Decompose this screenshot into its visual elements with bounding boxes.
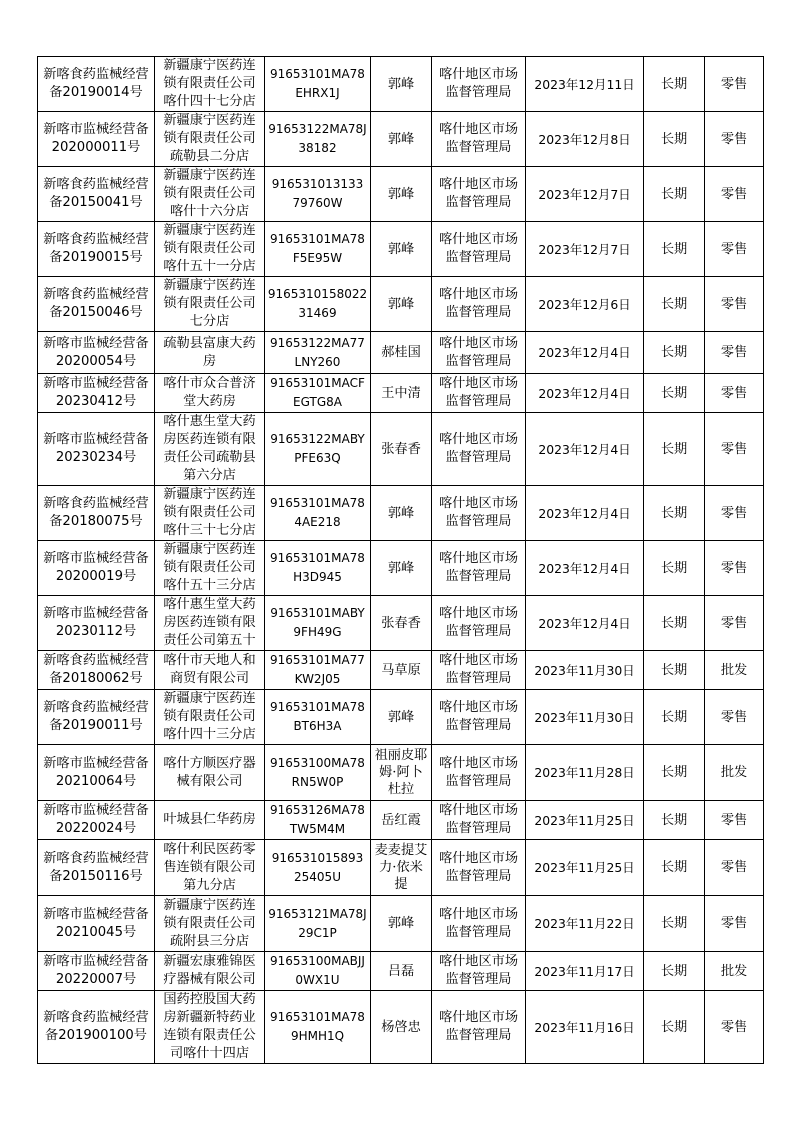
credit-code-cell: 91653101MA789HMH1Q — [265, 991, 371, 1064]
table-row — [38, 112, 764, 167]
responsible-person-cell: 张春香 — [371, 596, 432, 651]
credit-code-cell: 916531013133 79760W — [265, 167, 371, 222]
table-row — [38, 167, 764, 222]
filing-authority-cell: 喀什地区市场监督管理局 — [432, 57, 526, 112]
table-row — [38, 991, 764, 1064]
business-mode-cell: 零售 — [705, 840, 764, 896]
filing-authority-cell: 喀什地区市场监督管理局 — [432, 332, 526, 374]
filing-number-cell: 新喀食药监械经营备20190014号 — [38, 57, 155, 112]
filing-number-cell: 新喀市监械经营备20220024号 — [38, 801, 155, 840]
filing-authority-cell: 喀什地区市场监督管理局 — [432, 952, 526, 991]
validity-cell: 长期 — [644, 541, 705, 596]
filing-date-cell: 2023年11月30日 — [526, 690, 644, 745]
company-name-cell: 新疆康宁医药连锁有限责任公司疏附县三分店 — [155, 896, 265, 952]
business-mode-cell: 零售 — [705, 167, 764, 222]
filing-authority-cell: 喀什地区市场监督管理局 — [432, 413, 526, 486]
filing-authority-cell: 喀什地区市场监督管理局 — [432, 596, 526, 651]
company-name-cell: 新疆康宁医药连锁有限责任公司七分店 — [155, 277, 265, 332]
validity-cell: 长期 — [644, 991, 705, 1064]
credit-code-cell: 91653101MA78F5E95W — [265, 222, 371, 277]
responsible-person-cell: 岳红霞 — [371, 801, 432, 840]
filing-authority-cell: 喀什地区市场监督管理局 — [432, 991, 526, 1064]
business-mode-cell: 零售 — [705, 413, 764, 486]
company-name-cell: 疏勒县富康大药房 — [155, 332, 265, 374]
filing-number-cell: 新喀市监械经营备20230234号 — [38, 413, 155, 486]
filing-number-cell: 新喀食药监械经营备20150041号 — [38, 167, 155, 222]
table-row — [38, 840, 764, 896]
filing-number-cell: 新喀市监械经营备20230112号 — [38, 596, 155, 651]
responsible-person-cell: 郭峰 — [371, 57, 432, 112]
validity-cell: 长期 — [644, 167, 705, 222]
filing-date-cell: 2023年12月7日 — [526, 222, 644, 277]
responsible-person-cell: 王中清 — [371, 374, 432, 413]
validity-cell: 长期 — [644, 651, 705, 690]
filing-date-cell: 2023年12月4日 — [526, 596, 644, 651]
filing-number-cell: 新喀食药监械经营备20190011号 — [38, 690, 155, 745]
business-mode-cell: 零售 — [705, 991, 764, 1064]
company-name-cell: 喀什方顺医疗器械有限公司 — [155, 745, 265, 801]
filing-date-cell: 2023年12月11日 — [526, 57, 644, 112]
responsible-person-cell: 郭峰 — [371, 277, 432, 332]
table-row — [38, 896, 764, 952]
business-mode-cell: 零售 — [705, 277, 764, 332]
business-mode-cell: 零售 — [705, 374, 764, 413]
credit-code-cell: 91653122MA78J38182 — [265, 112, 371, 167]
validity-cell: 长期 — [644, 840, 705, 896]
business-mode-cell: 零售 — [705, 112, 764, 167]
responsible-person-cell: 郭峰 — [371, 690, 432, 745]
company-name-cell: 喀什市天地人和商贸有限公司 — [155, 651, 265, 690]
validity-cell: 长期 — [644, 596, 705, 651]
business-mode-cell: 零售 — [705, 222, 764, 277]
filing-number-cell: 新喀市监械经营备20200019号 — [38, 541, 155, 596]
filing-number-cell: 新喀市监械经营备20220007号 — [38, 952, 155, 991]
company-name-cell: 新疆康宁医药连锁有限责任公司喀什五十三分店 — [155, 541, 265, 596]
filing-authority-cell: 喀什地区市场监督管理局 — [432, 167, 526, 222]
table-row — [38, 541, 764, 596]
filing-record-table — [37, 56, 764, 1064]
table-row — [38, 374, 764, 413]
company-name-cell: 新疆康宁医药连锁有限责任公司喀什四十七分店 — [155, 57, 265, 112]
company-name-cell: 新疆宏康雅锦医疗器械有限公司 — [155, 952, 265, 991]
company-name-cell: 喀什市众合普济堂大药房 — [155, 374, 265, 413]
filing-number-cell: 新喀市监械经营备20230412号 — [38, 374, 155, 413]
filing-date-cell: 2023年11月22日 — [526, 896, 644, 952]
company-name-cell: 喀什利民医药零售连锁有限公司第九分店 — [155, 840, 265, 896]
filing-number-cell: 新喀食药监械经营备20180075号 — [38, 486, 155, 541]
business-mode-cell: 零售 — [705, 541, 764, 596]
filing-authority-cell: 喀什地区市场监督管理局 — [432, 222, 526, 277]
business-mode-cell: 零售 — [705, 690, 764, 745]
credit-code-cell: 91653100MA78RN5W0P — [265, 745, 371, 801]
credit-code-cell: 91653122MA77LNY260 — [265, 332, 371, 374]
filing-number-cell: 新喀市监械经营备20200054号 — [38, 332, 155, 374]
filing-date-cell: 2023年12月4日 — [526, 374, 644, 413]
validity-cell: 长期 — [644, 112, 705, 167]
responsible-person-cell: 郭峰 — [371, 167, 432, 222]
filing-number-cell: 新喀市监械经营备202000011号 — [38, 112, 155, 167]
filing-number-cell: 新喀食药监械经营备20180062号 — [38, 651, 155, 690]
table-row — [38, 596, 764, 651]
filing-number-cell: 新喀食药监械经营备20190015号 — [38, 222, 155, 277]
validity-cell: 长期 — [644, 745, 705, 801]
validity-cell: 长期 — [644, 277, 705, 332]
company-name-cell: 国药控股国大药房新疆新特药业连锁有限责任公司喀什十四店 — [155, 991, 265, 1064]
validity-cell: 长期 — [644, 896, 705, 952]
responsible-person-cell: 祖丽皮耶姆·阿卜杜拉 — [371, 745, 432, 801]
filing-date-cell: 2023年12月4日 — [526, 486, 644, 541]
credit-code-cell: 916531015802231469 — [265, 277, 371, 332]
filing-authority-cell: 喀什地区市场监督管理局 — [432, 896, 526, 952]
filing-number-cell: 新喀市监械经营备20210064号 — [38, 745, 155, 801]
filing-authority-cell: 喀什地区市场监督管理局 — [432, 486, 526, 541]
filing-authority-cell: 喀什地区市场监督管理局 — [432, 112, 526, 167]
filing-date-cell: 2023年12月4日 — [526, 413, 644, 486]
responsible-person-cell: 吕磊 — [371, 952, 432, 991]
filing-date-cell: 2023年12月6日 — [526, 277, 644, 332]
company-name-cell: 新疆康宁医药连锁有限责任公司喀什四十三分店 — [155, 690, 265, 745]
filing-authority-cell: 喀什地区市场监督管理局 — [432, 541, 526, 596]
company-name-cell: 新疆康宁医药连锁有限责任公司喀什三十七分店 — [155, 486, 265, 541]
table-row — [38, 277, 764, 332]
responsible-person-cell: 郭峰 — [371, 896, 432, 952]
company-name-cell: 喀什惠生堂大药房医药连锁有限责任公司疏勒县第六分店 — [155, 413, 265, 486]
company-name-cell: 新疆康宁医药连锁有限责任公司喀什五十一分店 — [155, 222, 265, 277]
credit-code-cell: 91653101MA784AE218 — [265, 486, 371, 541]
credit-code-cell: 91653121MA78J29C1P — [265, 896, 371, 952]
credit-code-cell: 91653101MABY9FH49G — [265, 596, 371, 651]
filing-date-cell: 2023年11月25日 — [526, 801, 644, 840]
filing-date-cell: 2023年11月16日 — [526, 991, 644, 1064]
filing-number-cell: 新喀食药监械经营备201900100号 — [38, 991, 155, 1064]
responsible-person-cell: 郭峰 — [371, 541, 432, 596]
credit-code-cell: 91653101MA77KW2J05 — [265, 651, 371, 690]
company-name-cell: 新疆康宁医药连锁有限责任公司喀什十六分店 — [155, 167, 265, 222]
table-row — [38, 413, 764, 486]
business-mode-cell: 批发 — [705, 952, 764, 991]
credit-code-cell: 91653100MABJJ0WX1U — [265, 952, 371, 991]
table-row — [38, 745, 764, 801]
table-row — [38, 222, 764, 277]
responsible-person-cell: 郝桂国 — [371, 332, 432, 374]
responsible-person-cell: 马草原 — [371, 651, 432, 690]
validity-cell: 长期 — [644, 801, 705, 840]
responsible-person-cell: 郭峰 — [371, 486, 432, 541]
credit-code-cell: 91653101MA78EHRX1J — [265, 57, 371, 112]
table-row — [38, 801, 764, 840]
business-mode-cell: 零售 — [705, 801, 764, 840]
table-row — [38, 690, 764, 745]
filing-date-cell: 2023年11月17日 — [526, 952, 644, 991]
credit-code-cell: 91653101MA78H3D945 — [265, 541, 371, 596]
responsible-person-cell: 郭峰 — [371, 222, 432, 277]
filing-date-cell: 2023年12月4日 — [526, 332, 644, 374]
validity-cell: 长期 — [644, 413, 705, 486]
business-mode-cell: 零售 — [705, 896, 764, 952]
table-row — [38, 651, 764, 690]
table-row — [38, 57, 764, 112]
validity-cell: 长期 — [644, 486, 705, 541]
filing-authority-cell: 喀什地区市场监督管理局 — [432, 374, 526, 413]
business-mode-cell: 批发 — [705, 651, 764, 690]
credit-code-cell: 916531015893 25405U — [265, 840, 371, 896]
filing-number-cell: 新喀食药监械经营备20150116号 — [38, 840, 155, 896]
responsible-person-cell: 郭峰 — [371, 112, 432, 167]
filing-date-cell: 2023年12月8日 — [526, 112, 644, 167]
filing-authority-cell: 喀什地区市场监督管理局 — [432, 690, 526, 745]
credit-code-cell: 91653101MACFEGTG8A — [265, 374, 371, 413]
validity-cell: 长期 — [644, 374, 705, 413]
business-mode-cell: 零售 — [705, 486, 764, 541]
validity-cell: 长期 — [644, 222, 705, 277]
validity-cell: 长期 — [644, 952, 705, 991]
company-name-cell: 喀什惠生堂大药房医药连锁有限责任公司第五十 — [155, 596, 265, 651]
credit-code-cell: 91653122MABYPFE63Q — [265, 413, 371, 486]
responsible-person-cell: 麦麦提艾力·依米提 — [371, 840, 432, 896]
validity-cell: 长期 — [644, 57, 705, 112]
business-mode-cell: 批发 — [705, 745, 764, 801]
table-row — [38, 332, 764, 374]
filing-number-cell: 新喀食药监械经营备20150046号 — [38, 277, 155, 332]
filing-date-cell: 2023年12月7日 — [526, 167, 644, 222]
validity-cell: 长期 — [644, 332, 705, 374]
company-name-cell: 叶城县仁华药房 — [155, 801, 265, 840]
filing-authority-cell: 喀什地区市场监督管理局 — [432, 277, 526, 332]
business-mode-cell: 零售 — [705, 332, 764, 374]
filing-authority-cell: 喀什地区市场监督管理局 — [432, 745, 526, 801]
responsible-person-cell: 杨啓忠 — [371, 991, 432, 1064]
filing-number-cell: 新喀市监械经营备20210045号 — [38, 896, 155, 952]
validity-cell: 长期 — [644, 690, 705, 745]
business-mode-cell: 零售 — [705, 57, 764, 112]
filing-authority-cell: 喀什地区市场监督管理局 — [432, 840, 526, 896]
table-row — [38, 486, 764, 541]
filing-date-cell: 2023年11月25日 — [526, 840, 644, 896]
filing-date-cell: 2023年12月4日 — [526, 541, 644, 596]
credit-code-cell: 91653101MA78BT6H3A — [265, 690, 371, 745]
filing-authority-cell: 喀什地区市场监督管理局 — [432, 651, 526, 690]
credit-code-cell: 91653126MA78TW5M4M — [265, 801, 371, 840]
company-name-cell: 新疆康宁医药连锁有限责任公司疏勒县二分店 — [155, 112, 265, 167]
table-row — [38, 952, 764, 991]
filing-date-cell: 2023年11月30日 — [526, 651, 644, 690]
record-table-body — [38, 57, 764, 1064]
filing-date-cell: 2023年11月28日 — [526, 745, 644, 801]
business-mode-cell: 零售 — [705, 596, 764, 651]
filing-authority-cell: 喀什地区市场监督管理局 — [432, 801, 526, 840]
responsible-person-cell: 张春香 — [371, 413, 432, 486]
